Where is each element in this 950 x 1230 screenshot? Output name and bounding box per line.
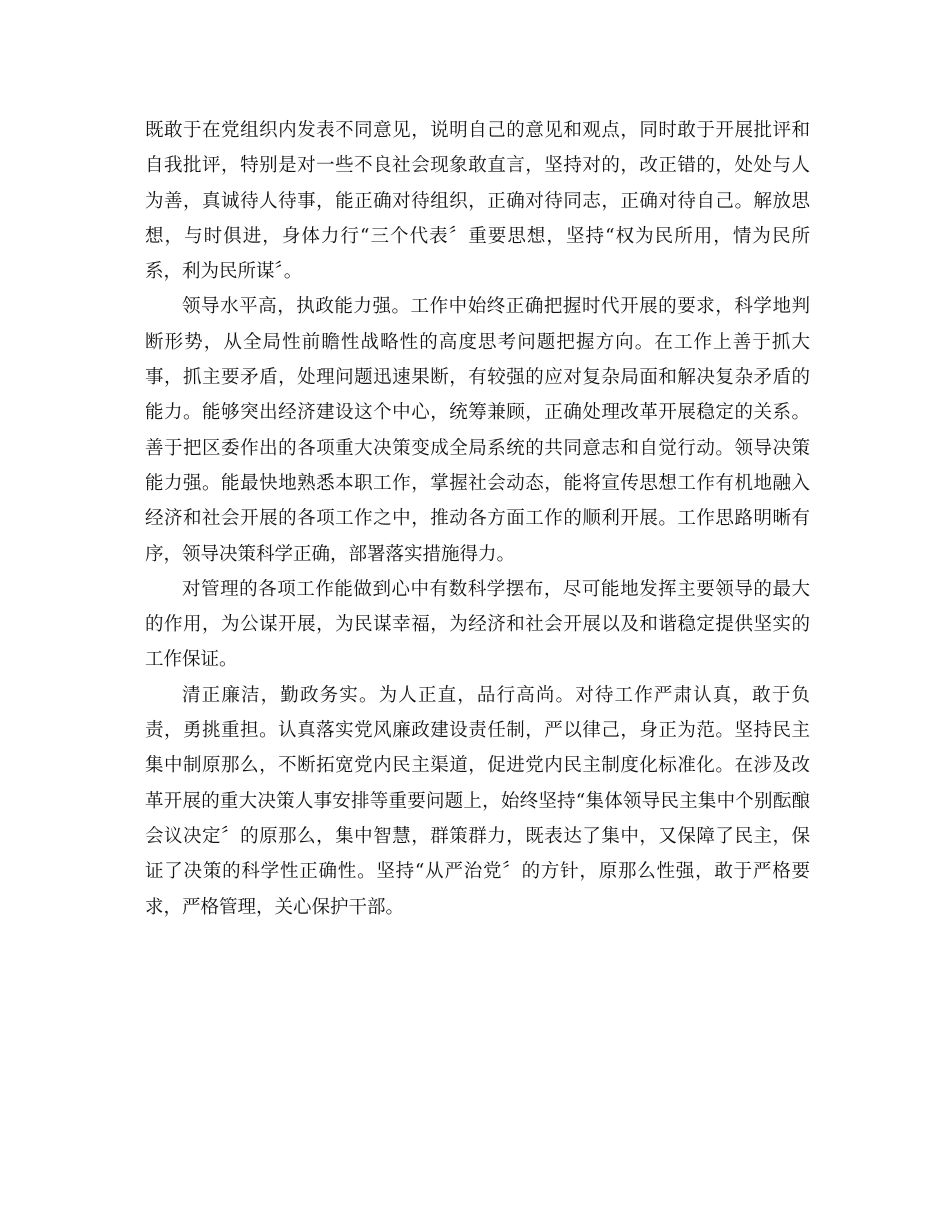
- paragraph-integrity: 清正廉洁，勤政务实。为人正直，品行高尚。对待工作严肃认真，敢于负责，勇挑重担。认真落实党风廉政建设责任制，严以律己，身正为范。坚持民主集中制原那么，不断拓宽党内民主渠道，促进党内民主制度化标准化。在涉及改革开展的重大决策人事安排等重要问题上，始终坚持“集体领导民主集中个别酝酿会议决定〞的原那么，集中智慧，群策群力，既表达了集中，又保障了民主，保证了决策的科学性正确性。坚持“从严治党〞的方针，原那么性强，敢于严格要求，严格管理，关心保护干部。: [145, 684, 810, 918]
- paragraph-continuation: 既敢于在党组织内发表不同意见，说明自己的意见和观点，同时敢于开展批评和自我批评，特别是对一些不良社会现象敢直言，坚持对的，改正错的，处处与人为善，真诚待人待事，能正确对待组织，正确对待同志，正确对待自己。解放思想，与时俱进，身体力行“三个代表〞重要思想，坚持“权为民所用，情为民所系，利为民所谋〞。: [145, 120, 810, 283]
- document-body: [145, 113, 810, 925]
- paragraph-leadership: 领导水平高，执政能力强。工作中始终正确把握时代开展的要求，科学地判断形势，从全局性前瞻性战略性的高度思考问题把握方向。在工作上善于抓大事，抓主要矛盾，处理问题迅速果断，有较强的应对复杂局面和解决复杂矛盾的能力。能够突出经济建设这个中心，统筹兼顾，正确处理改革开展稳定的关系。善于把区委作出的各项重大决策变成全局系统的共同意志和自觉行动。领导决策能力强。能最快地熟悉本职工作，掌握社会动态，能将宣传思想工作有机地融入经济和社会开展的各项工作之中，推动各方面工作的顺利开展。工作思路明晰有序，领导决策科学正确，部署落实措施得力。: [145, 296, 810, 565]
- paragraph-management: 对管理的各项工作能做到心中有数科学摆布，尽可能地发挥主要领导的最大的作用，为公谋开展，为民谋幸福，为经济和社会开展以及和谐稳定提供坚实的工作保证。: [145, 578, 810, 671]
